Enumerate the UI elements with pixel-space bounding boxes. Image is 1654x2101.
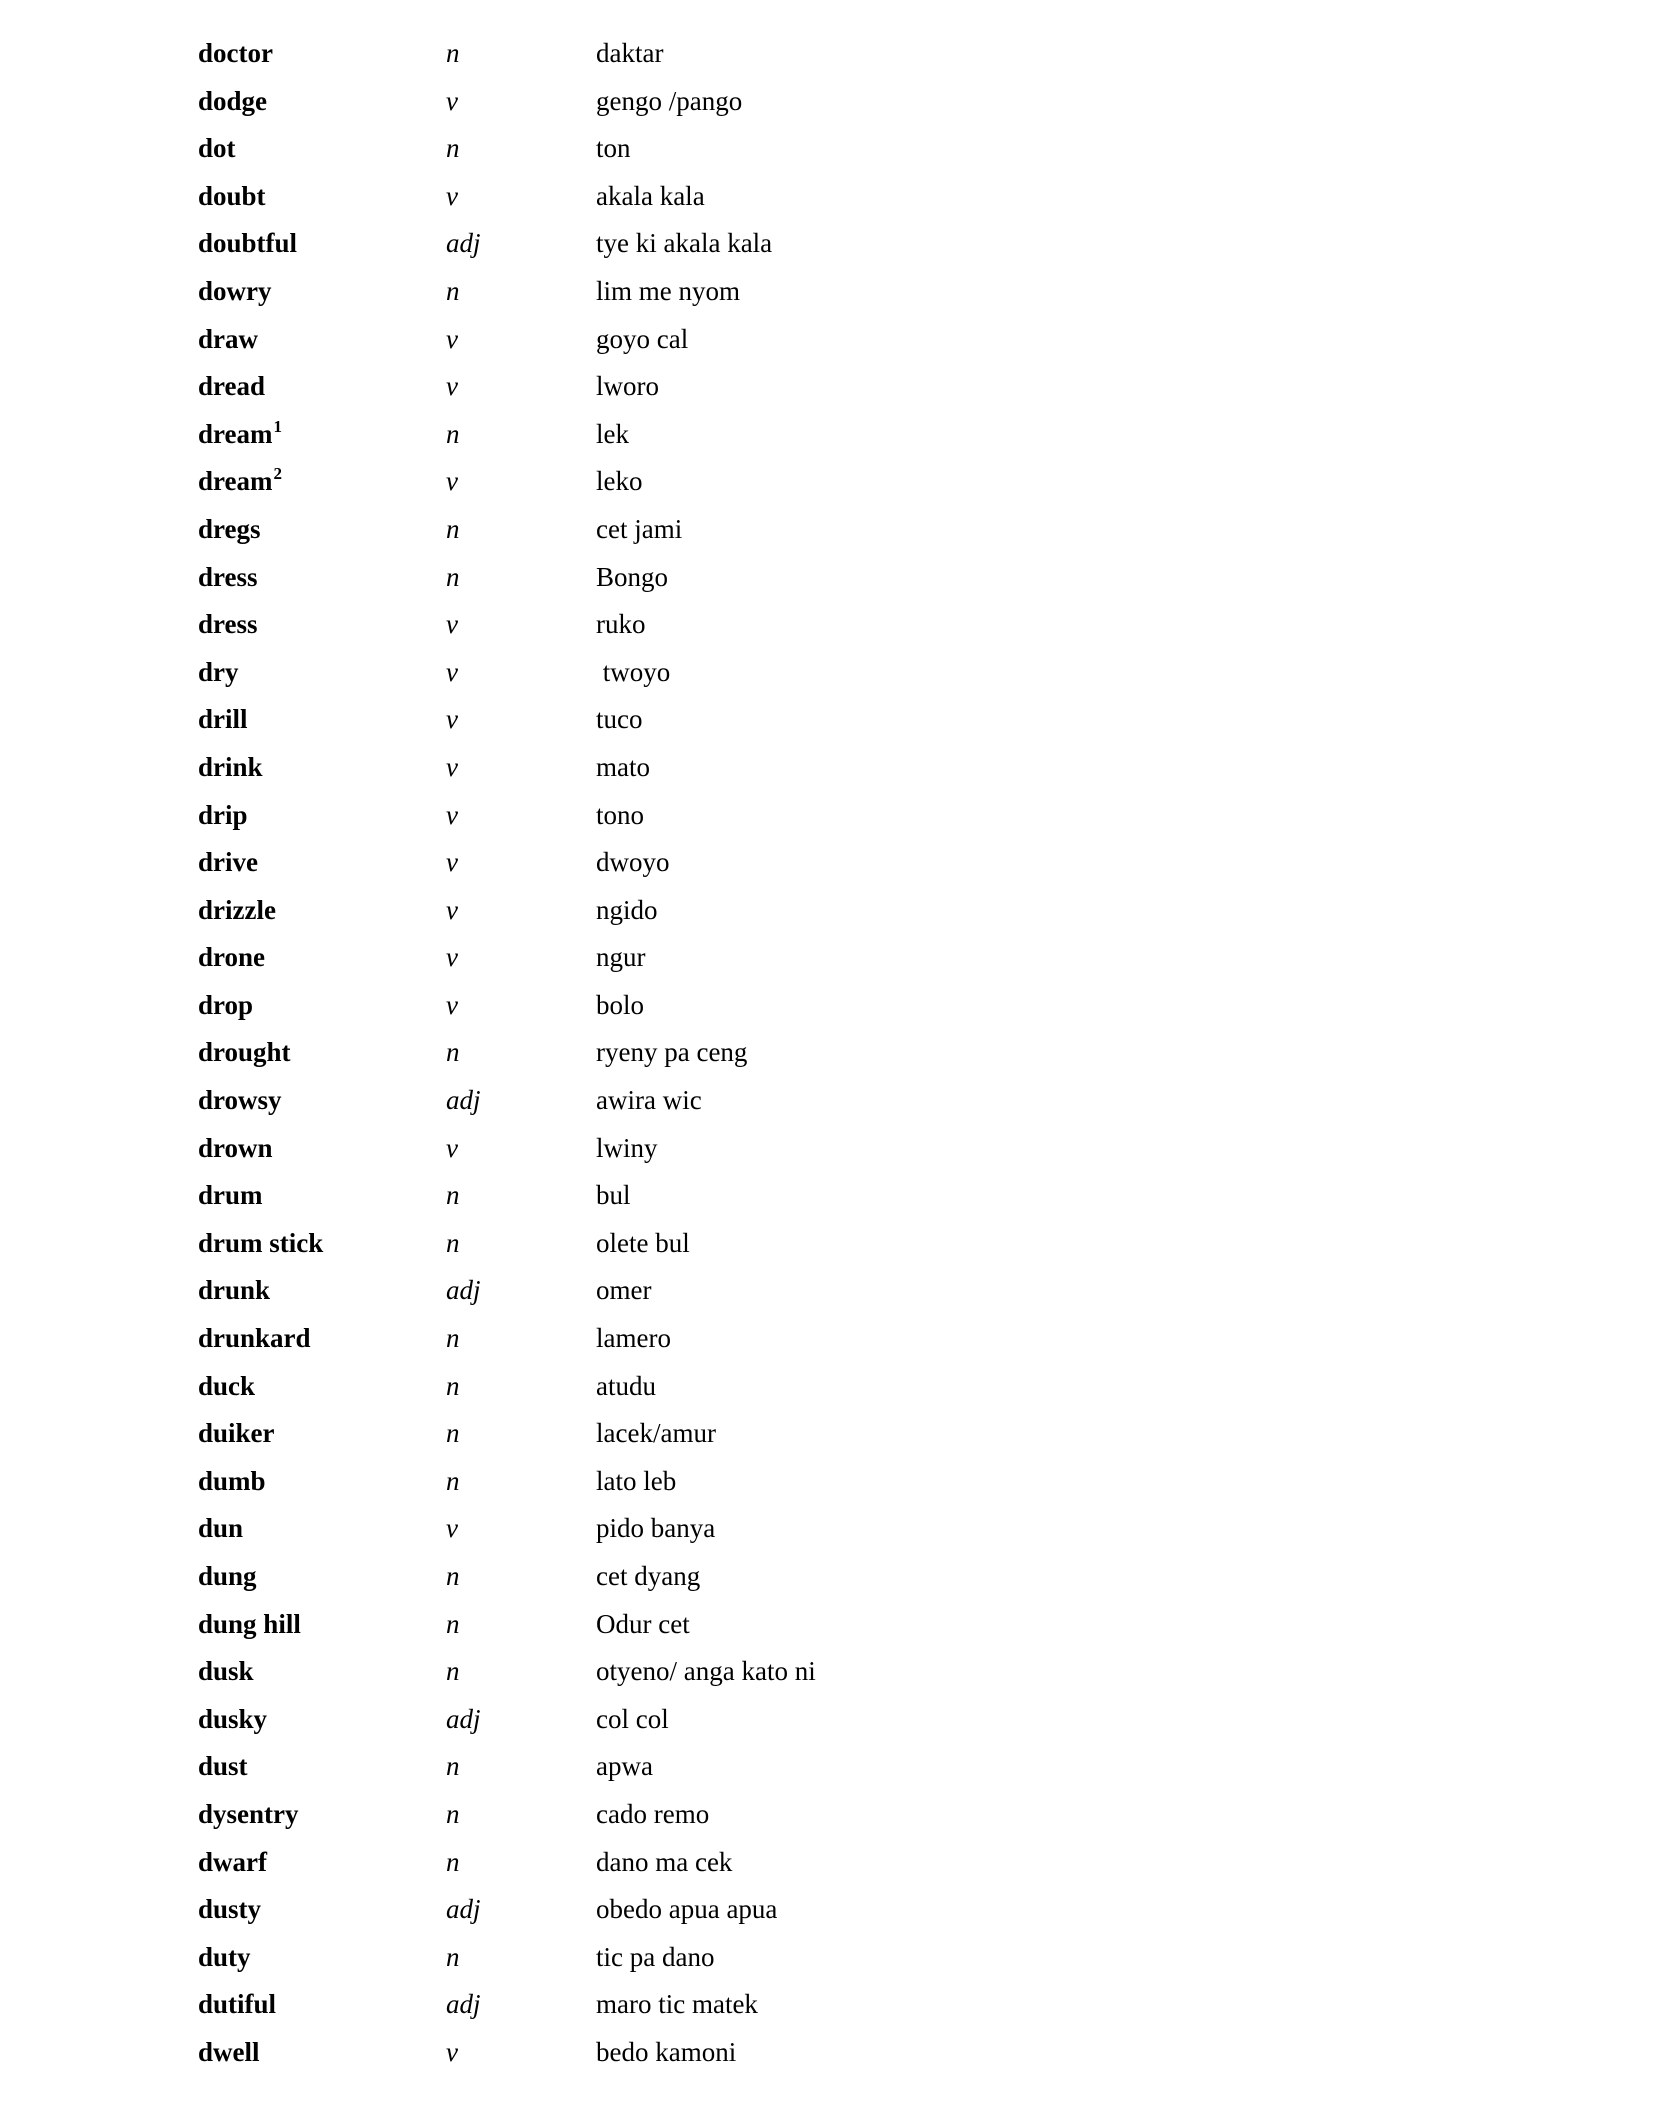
headword bbox=[198, 1981, 276, 2029]
translation: olete bul bbox=[596, 1227, 690, 1258]
entry-row bbox=[0, 1363, 1654, 1411]
headword-text: dusky bbox=[198, 1703, 268, 1734]
part-of-speech: adj bbox=[446, 1275, 481, 1306]
entry-row bbox=[0, 458, 1654, 506]
headword bbox=[198, 411, 282, 462]
translation: twoyo bbox=[596, 656, 671, 687]
entry-row bbox=[0, 1505, 1654, 1553]
headword-text: dwell bbox=[198, 2036, 260, 2067]
headword-text: duiker bbox=[198, 1418, 275, 1449]
part-of-speech: v bbox=[446, 2036, 458, 2067]
entry-row bbox=[0, 1172, 1654, 1220]
entry-row bbox=[0, 696, 1654, 744]
headword-text: drunk bbox=[198, 1275, 271, 1306]
headword bbox=[198, 506, 261, 554]
headword bbox=[198, 1458, 266, 1506]
entry-list bbox=[0, 30, 1654, 2077]
part-of-speech: n bbox=[446, 1941, 460, 1972]
translation: ruko bbox=[596, 609, 646, 640]
translation: daktar bbox=[596, 38, 664, 68]
headword bbox=[198, 1315, 311, 1363]
part-of-speech: v bbox=[446, 704, 458, 735]
headword bbox=[198, 1648, 254, 1696]
translation: lato leb bbox=[596, 1465, 677, 1496]
entry-row bbox=[0, 30, 1654, 78]
translation: lacek/amur bbox=[596, 1418, 716, 1449]
headword-text: dodge bbox=[198, 85, 268, 116]
headword bbox=[198, 792, 248, 840]
entry-row bbox=[0, 1315, 1654, 1363]
translation: lek bbox=[596, 418, 629, 449]
headword-text: drink bbox=[198, 751, 263, 782]
homograph-number: 2 bbox=[273, 464, 282, 484]
part-of-speech: v bbox=[446, 942, 458, 973]
entry-row bbox=[0, 506, 1654, 554]
part-of-speech: adj bbox=[446, 1703, 481, 1734]
entry-row bbox=[0, 1410, 1654, 1458]
headword bbox=[198, 1839, 267, 1887]
headword-text: dung bbox=[198, 1561, 257, 1591]
headword bbox=[198, 1505, 243, 1553]
headword bbox=[198, 1172, 263, 1220]
part-of-speech: v bbox=[446, 847, 458, 878]
part-of-speech: n bbox=[446, 38, 460, 68]
part-of-speech: n bbox=[446, 275, 460, 306]
headword-text: dutiful bbox=[198, 1989, 277, 2020]
headword bbox=[198, 934, 265, 982]
translation: lim me nyom bbox=[596, 275, 740, 306]
headword bbox=[198, 316, 258, 364]
part-of-speech: v bbox=[446, 894, 458, 925]
headword bbox=[198, 1934, 251, 1982]
headword-text: dusk bbox=[198, 1656, 254, 1687]
translation: cet dyang bbox=[596, 1561, 701, 1591]
translation: akala kala bbox=[596, 180, 705, 211]
headword-text: drive bbox=[198, 847, 258, 878]
translation: col col bbox=[596, 1703, 669, 1734]
translation: ton bbox=[596, 133, 631, 164]
entry-row bbox=[0, 220, 1654, 268]
translation: bolo bbox=[596, 989, 645, 1020]
translation: cado remo bbox=[596, 1798, 710, 1829]
homograph-number: 1 bbox=[273, 416, 282, 436]
headword bbox=[198, 363, 265, 411]
headword-text: dream bbox=[198, 418, 273, 449]
entry-row bbox=[0, 411, 1654, 459]
headword-text: dusty bbox=[198, 1894, 262, 1925]
entry-row bbox=[0, 268, 1654, 316]
entry-row bbox=[0, 554, 1654, 602]
entry-row bbox=[0, 1886, 1654, 1934]
entry-row bbox=[0, 1458, 1654, 1506]
headword-text: drop bbox=[198, 989, 254, 1020]
translation: cet jami bbox=[596, 513, 683, 544]
translation: leko bbox=[596, 466, 643, 497]
headword-text: dwarf bbox=[198, 1846, 267, 1877]
headword bbox=[198, 1363, 255, 1411]
headword-text: drip bbox=[198, 799, 248, 830]
entry-row bbox=[0, 1267, 1654, 1315]
part-of-speech: n bbox=[446, 133, 460, 164]
entry-row bbox=[0, 982, 1654, 1030]
translation: tye ki akala kala bbox=[596, 228, 773, 259]
translation: tuco bbox=[596, 704, 643, 735]
part-of-speech: v bbox=[446, 371, 458, 402]
headword-text: dot bbox=[198, 133, 236, 164]
translation: lwiny bbox=[596, 1132, 658, 1163]
translation: Odur cet bbox=[596, 1608, 690, 1639]
part-of-speech: adj bbox=[446, 1894, 481, 1925]
headword bbox=[198, 649, 239, 697]
headword bbox=[198, 1267, 270, 1315]
headword bbox=[198, 30, 273, 78]
entry-row bbox=[0, 363, 1654, 411]
translation: omer bbox=[596, 1275, 652, 1306]
part-of-speech: n bbox=[446, 561, 460, 592]
headword bbox=[198, 1410, 275, 1458]
translation: pido banya bbox=[596, 1513, 716, 1544]
entry-row bbox=[0, 1934, 1654, 1982]
entry-row bbox=[0, 649, 1654, 697]
headword-text: dress bbox=[198, 609, 258, 640]
part-of-speech: n bbox=[446, 1227, 460, 1258]
headword-text: dumb bbox=[198, 1465, 266, 1496]
headword bbox=[198, 696, 248, 744]
headword bbox=[198, 744, 263, 792]
translation: atudu bbox=[596, 1370, 656, 1401]
part-of-speech: adj bbox=[446, 1989, 481, 2020]
headword bbox=[198, 554, 258, 602]
headword-text: dregs bbox=[198, 513, 261, 544]
headword-text: duty bbox=[198, 1941, 251, 1972]
entry-row bbox=[0, 173, 1654, 221]
translation: bedo kamoni bbox=[596, 2036, 737, 2067]
headword-text: drizzle bbox=[198, 894, 276, 925]
part-of-speech: adj bbox=[446, 1085, 481, 1116]
headword-text: drill bbox=[198, 704, 248, 735]
entry-row bbox=[0, 1553, 1654, 1601]
headword-text: dun bbox=[198, 1513, 244, 1544]
headword bbox=[198, 839, 258, 887]
part-of-speech: n bbox=[446, 1846, 460, 1877]
headword-text: drum bbox=[198, 1180, 263, 1211]
headword bbox=[198, 458, 282, 509]
part-of-speech: v bbox=[446, 85, 458, 116]
part-of-speech: v bbox=[446, 1132, 458, 1163]
entry-row bbox=[0, 1791, 1654, 1839]
translation: dwoyo bbox=[596, 847, 670, 878]
translation: goyo cal bbox=[596, 323, 689, 354]
translation: bul bbox=[596, 1180, 631, 1211]
headword-text: doubtful bbox=[198, 228, 298, 259]
headword-text: dung hill bbox=[198, 1608, 301, 1639]
entry-row bbox=[0, 2029, 1654, 2077]
headword-text: drum stick bbox=[198, 1227, 324, 1258]
headword bbox=[198, 1077, 282, 1125]
headword-text: drunkard bbox=[198, 1323, 311, 1354]
headword bbox=[198, 1743, 248, 1791]
entry-row bbox=[0, 1601, 1654, 1649]
part-of-speech: n bbox=[446, 418, 460, 449]
part-of-speech: n bbox=[446, 1180, 460, 1211]
translation: mato bbox=[596, 751, 650, 782]
translation: apwa bbox=[596, 1751, 653, 1782]
headword-text: drowsy bbox=[198, 1085, 282, 1116]
headword-text: draw bbox=[198, 323, 258, 354]
part-of-speech: n bbox=[446, 1656, 460, 1687]
translation: Bongo bbox=[596, 561, 669, 592]
headword bbox=[198, 78, 267, 126]
headword-text: drown bbox=[198, 1132, 273, 1163]
headword-text: drought bbox=[198, 1037, 291, 1068]
part-of-speech: v bbox=[446, 656, 458, 687]
translation: awira wic bbox=[596, 1085, 702, 1116]
headword-text: duck bbox=[198, 1370, 256, 1401]
headword bbox=[198, 173, 266, 221]
headword-text: dust bbox=[198, 1751, 248, 1782]
part-of-speech: n bbox=[446, 1323, 460, 1354]
headword bbox=[198, 1220, 323, 1268]
entry-row bbox=[0, 887, 1654, 935]
part-of-speech: adj bbox=[446, 228, 481, 259]
part-of-speech: v bbox=[446, 1513, 458, 1544]
part-of-speech: n bbox=[446, 1608, 460, 1639]
entry-row bbox=[0, 1029, 1654, 1077]
part-of-speech: v bbox=[446, 609, 458, 640]
translation: ryeny pa ceng bbox=[596, 1037, 748, 1068]
entry-row bbox=[0, 744, 1654, 792]
headword-text: dry bbox=[198, 656, 239, 687]
entry-row bbox=[0, 1839, 1654, 1887]
headword bbox=[198, 1125, 273, 1173]
headword bbox=[198, 1886, 261, 1934]
headword bbox=[198, 601, 258, 649]
part-of-speech: v bbox=[446, 799, 458, 830]
entry-row bbox=[0, 316, 1654, 364]
headword bbox=[198, 2029, 260, 2077]
entry-row bbox=[0, 792, 1654, 840]
entry-row bbox=[0, 125, 1654, 173]
translation: otyeno/ anga kato ni bbox=[596, 1656, 816, 1687]
entry-row bbox=[0, 78, 1654, 126]
translation: dano ma cek bbox=[596, 1846, 733, 1877]
part-of-speech: n bbox=[446, 1370, 460, 1401]
part-of-speech: v bbox=[446, 180, 458, 211]
part-of-speech: n bbox=[446, 1798, 460, 1829]
headword-text: dress bbox=[198, 561, 258, 592]
entry-row bbox=[0, 1981, 1654, 2029]
translation: maro tic matek bbox=[596, 1989, 758, 2020]
entry-row bbox=[0, 1125, 1654, 1173]
part-of-speech: n bbox=[446, 1465, 460, 1496]
headword bbox=[198, 887, 276, 935]
translation: obedo apua apua bbox=[596, 1894, 778, 1925]
headword bbox=[198, 982, 253, 1030]
entry-row bbox=[0, 1648, 1654, 1696]
entry-row bbox=[0, 1077, 1654, 1125]
headword-text: dowry bbox=[198, 275, 272, 306]
translation: ngur bbox=[596, 942, 646, 973]
headword bbox=[198, 1029, 291, 1077]
headword bbox=[198, 125, 236, 173]
headword-text: doctor bbox=[198, 38, 273, 68]
headword bbox=[198, 1696, 267, 1744]
headword-text: doubt bbox=[198, 180, 266, 211]
part-of-speech: v bbox=[446, 751, 458, 782]
headword bbox=[198, 1553, 257, 1601]
entry-row bbox=[0, 934, 1654, 982]
headword bbox=[198, 268, 272, 316]
headword bbox=[198, 220, 297, 268]
translation: tic pa dano bbox=[596, 1941, 715, 1972]
entry-row bbox=[0, 1696, 1654, 1744]
translation: gengo /pango bbox=[596, 85, 743, 116]
part-of-speech: v bbox=[446, 989, 458, 1020]
entry-row bbox=[0, 839, 1654, 887]
part-of-speech: v bbox=[446, 466, 458, 497]
headword bbox=[198, 1601, 301, 1649]
entry-row bbox=[0, 1743, 1654, 1791]
headword-text: dream bbox=[198, 466, 273, 497]
entry-row bbox=[0, 601, 1654, 649]
part-of-speech: n bbox=[446, 1751, 460, 1782]
translation: tono bbox=[596, 799, 645, 830]
part-of-speech: v bbox=[446, 323, 458, 354]
headword bbox=[198, 1791, 299, 1839]
translation: ngido bbox=[596, 894, 658, 925]
headword-text: drone bbox=[198, 942, 266, 973]
headword-text: dysentry bbox=[198, 1798, 299, 1829]
headword-text: dread bbox=[198, 371, 266, 402]
entry-row bbox=[0, 1220, 1654, 1268]
part-of-speech: n bbox=[446, 513, 460, 544]
part-of-speech: n bbox=[446, 1037, 460, 1068]
translation: lworo bbox=[596, 371, 659, 402]
part-of-speech: n bbox=[446, 1561, 460, 1591]
translation: lamero bbox=[596, 1323, 671, 1354]
part-of-speech: n bbox=[446, 1418, 460, 1449]
